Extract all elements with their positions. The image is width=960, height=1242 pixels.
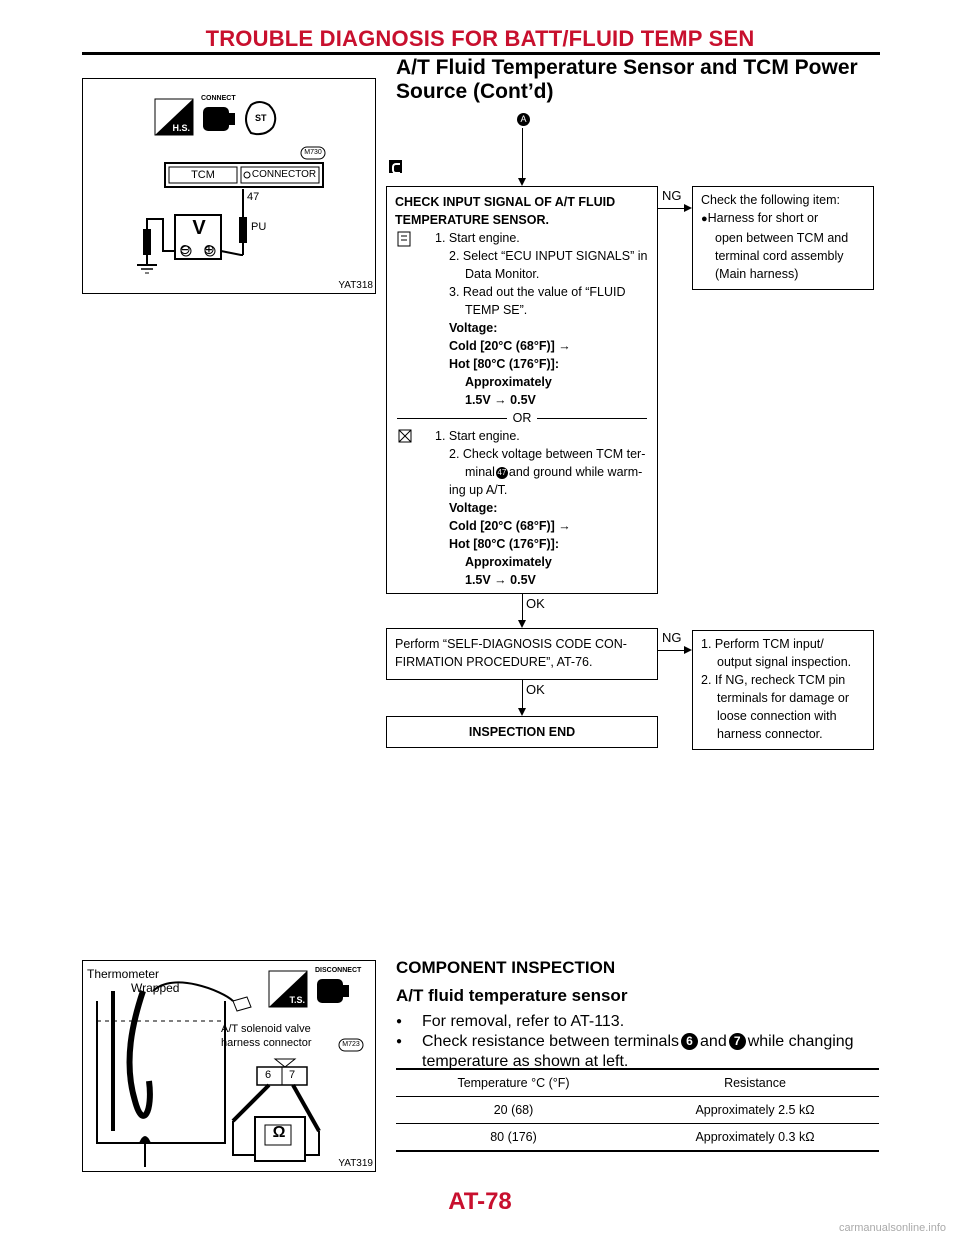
watermark: carmanualsonline.info <box>838 1222 946 1234</box>
solenoid-label-line1: A/T solenoid valve <box>221 1023 311 1035</box>
spec-value: Hot [80°C (176°F)]: <box>449 357 560 371</box>
terminal-marker: 6 <box>681 1033 698 1050</box>
tcm-label: TCM <box>191 169 215 181</box>
flow-connector <box>522 680 523 710</box>
step-text: 1. Start engine. <box>435 429 520 443</box>
arrow-down-icon <box>518 708 526 716</box>
spec-value: Cold [20°C (68°F)] → <box>449 519 571 533</box>
thermometer-sensor-diagram <box>83 961 375 1171</box>
page-header-title: TROUBLE DIAGNOSIS FOR BATT/FLUID TEMP SEN <box>205 26 755 51</box>
ng-label: NG <box>662 188 682 203</box>
step-text: 1. Start engine. <box>435 231 520 245</box>
resistance-table <box>396 1068 879 1152</box>
section-title <box>396 56 876 104</box>
terminal-number: 47 <box>247 191 260 203</box>
spec-value: 1.5V → 0.5V <box>465 573 536 587</box>
section-title-line1: A/T Fluid Temperature Sensor and TCM Power <box>396 56 858 79</box>
disconnect-icon <box>317 979 349 1003</box>
arrow-down-icon <box>518 178 526 186</box>
ts-label: T.S. <box>289 995 305 1005</box>
connect-icon <box>203 107 235 131</box>
ng-action-box: 1. Perform TCM input/ output signal inspection. 2. If NG, recheck TCM pin terminals for damage or loose connection with harness connector. <box>692 630 874 750</box>
figure-code: YAT318 <box>338 280 373 291</box>
spec-value: Approximately <box>465 555 552 569</box>
connector-id-label: M730 <box>304 149 322 156</box>
inspection-end-box: INSPECTION END <box>386 716 658 748</box>
flow-start-marker: A <box>516 112 531 126</box>
sensor-harness <box>130 991 150 1116</box>
component-inspection-heading: COMPONENT INSPECTION <box>396 958 616 977</box>
arrow-down-icon <box>518 620 526 628</box>
step-text: 2. Check voltage between TCM ter- <box>449 447 646 461</box>
pin-6-label: 6 <box>265 1069 272 1081</box>
figure-yat318 <box>82 78 376 294</box>
table-header-row: Temperature °C (°F) Resistance <box>396 1070 879 1097</box>
ng-action-box: Check the following item: ●Harness for short or open between TCM and terminal cord assembly (Main harness) <box>692 186 874 290</box>
step-text: TEMP SE”. <box>465 303 528 317</box>
arrow-right-icon <box>684 204 692 212</box>
bullet-item: ● For removal, refer to AT-113. <box>396 1013 625 1030</box>
table-row: 20 (68) Approximately 2.5 kΩ <box>396 1097 879 1124</box>
spec-label: Voltage: <box>449 321 498 335</box>
figure-yat319 <box>82 960 376 1172</box>
circuit-tester-icon <box>397 428 413 444</box>
disconnect-label: DISCONNECT <box>315 967 362 974</box>
or-divider: OR <box>397 409 647 427</box>
data-monitor-icon <box>397 231 411 247</box>
spec-label: Voltage: <box>449 501 498 515</box>
ohm-symbol: Ω <box>272 1124 286 1141</box>
consult-c-icon <box>389 160 402 173</box>
arrow-right-icon <box>684 646 692 654</box>
thermometer-label: Thermometer <box>87 967 160 981</box>
spec-value: Approximately <box>465 375 552 389</box>
ok-label: OK <box>526 682 545 697</box>
pin-7-label: 7 <box>289 1069 296 1081</box>
flow-connector <box>522 128 523 178</box>
figure-code: YAT319 <box>338 1158 373 1169</box>
flow-connector <box>658 208 684 209</box>
wrapped-label: Wrapped <box>131 981 180 995</box>
connect-label: CONNECT <box>201 95 236 102</box>
beaker <box>97 1001 225 1143</box>
ignition-st-label: ST <box>255 113 267 123</box>
sensor-subheading: A/T fluid temperature sensor <box>396 986 628 1005</box>
step-text: 3. Read out the value of “FLUID <box>449 285 626 299</box>
flow-connector <box>658 650 684 651</box>
solenoid-label-line2: harness connector <box>221 1037 312 1049</box>
step-text: Data Monitor. <box>465 267 540 281</box>
table-row: 80 (176) Approximately 0.3 kΩ <box>490 1130 815 1144</box>
bullet-item: ● Check resistance between terminals 6 and 7 while changing <box>396 1033 854 1050</box>
step-text: minal 47 and ground while warm- <box>465 465 643 479</box>
box-title-line1: CHECK INPUT SIGNAL OF A/T FLUID <box>395 195 616 209</box>
hs-label: H.S. <box>172 123 190 133</box>
ng-label: NG <box>662 630 682 645</box>
tcm-voltage-diagram <box>83 79 375 293</box>
flow-connector <box>522 594 523 622</box>
check-input-signal-box <box>386 186 658 594</box>
terminal-marker: 7 <box>729 1033 746 1050</box>
step-text: ing up A/T. <box>449 483 508 497</box>
voltmeter-minus-symbol: ⊖ <box>179 241 191 257</box>
spec-value: 1.5V → 0.5V <box>465 393 536 407</box>
terminal-marker: 47 <box>497 467 507 477</box>
spec-value: Hot [80°C (176°F)]: <box>449 537 560 551</box>
inspection-bullets: ● For removal, refer to AT-113. ● Check resistance between terminals 6 and 7 while changing temperature as shown at left. <box>396 1012 886 1072</box>
connector-label: CONNECTOR <box>251 169 317 180</box>
wire-color: PU <box>251 221 267 233</box>
spec-value: Cold [20°C (68°F)] → <box>449 339 571 353</box>
ok-label: OK <box>526 596 545 611</box>
box-title-line2: TEMPERATURE SENSOR. <box>395 213 549 227</box>
step-text: 2. Select “ECU INPUT SIGNALS” in <box>449 249 648 263</box>
page-number: AT-78 <box>448 1188 512 1215</box>
voltmeter-plus-symbol: ⊕ <box>203 241 215 257</box>
section-title-line2: Source (Cont’d) <box>396 80 554 103</box>
header-rule <box>82 52 880 55</box>
self-diagnosis-box: Perform “SELF-DIAGNOSIS CODE CON- FIRMATION PROCEDURE”, AT-76. <box>386 628 658 680</box>
connector-id-label: M723 <box>342 1041 360 1048</box>
voltmeter-v-label: V <box>192 217 206 239</box>
